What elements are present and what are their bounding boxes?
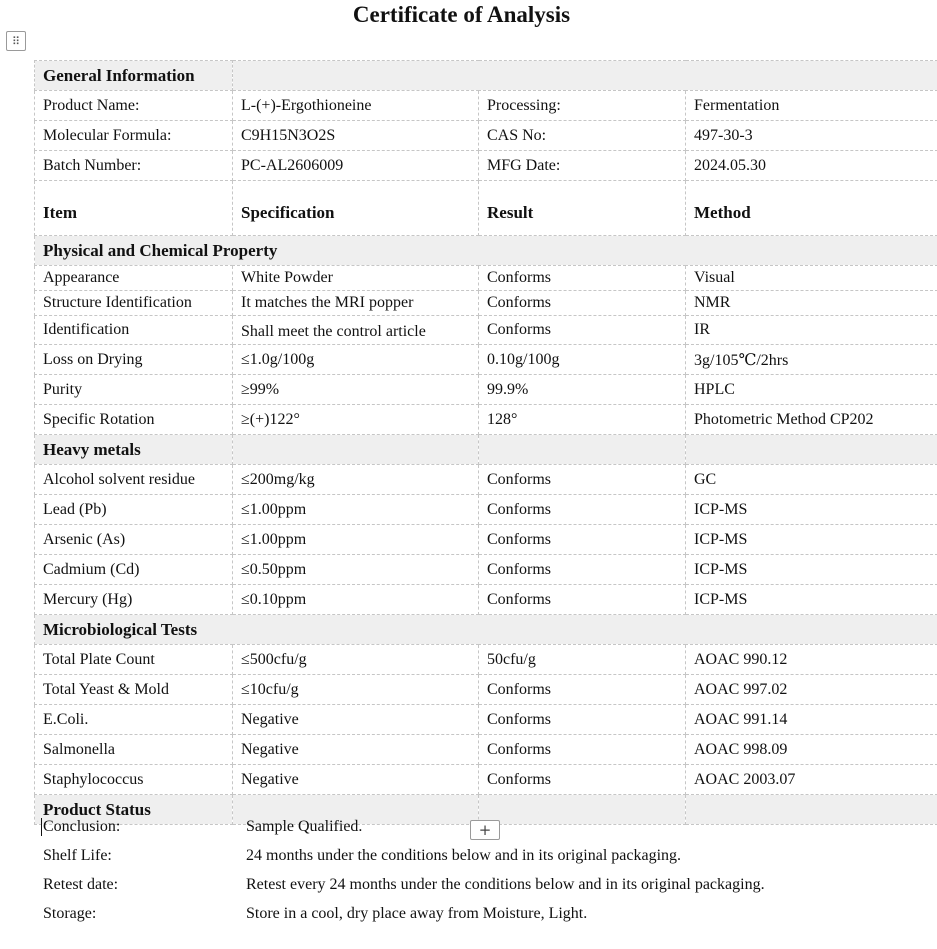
cell-method: ICP-MS — [686, 525, 937, 555]
cell-method: HPLC — [686, 375, 937, 405]
column-header-item: Item — [35, 181, 233, 236]
cell-result: 0.10g/100g — [479, 345, 686, 375]
cell-spec: Negative — [233, 765, 479, 795]
status-label: Storage: — [43, 905, 97, 922]
cell-result: Conforms — [479, 675, 686, 705]
table-row — [35, 705, 937, 735]
section-row-micro — [35, 615, 937, 645]
cell-spec: ≤10cfu/g — [233, 675, 479, 705]
cell-method: ICP-MS — [686, 555, 937, 585]
table-row — [35, 735, 937, 765]
table-row — [35, 465, 937, 495]
status-label: Conclusion: — [43, 818, 121, 835]
cell-method: IR — [686, 316, 937, 345]
section-filler — [233, 435, 479, 465]
cell-item: Specific Rotation — [35, 405, 233, 435]
cell-item: Total Plate Count — [35, 645, 233, 675]
cell-method: NMR — [686, 291, 937, 316]
section-filler — [686, 435, 937, 465]
table-row — [35, 495, 937, 525]
general-row — [35, 91, 937, 121]
status-label: Retest date: — [43, 876, 119, 893]
general-label: Product Name: — [35, 91, 233, 121]
cell-method: ICP-MS — [686, 585, 937, 615]
cell-item: Alcohol solvent residue — [35, 465, 233, 495]
cell-item: E.Coli. — [35, 705, 233, 735]
cell-method: AOAC 990.12 — [686, 645, 937, 675]
cell-item: Mercury (Hg) — [35, 585, 233, 615]
cell-method: ICP-MS — [686, 495, 937, 525]
cell-item: Salmonella — [35, 735, 233, 765]
cell-result: Conforms — [479, 525, 686, 555]
cell-spec: ≤1.0g/100g — [233, 345, 479, 375]
section-title-heavy-metals: Heavy metals — [35, 435, 233, 465]
cell-method: GC — [686, 465, 937, 495]
cell-item: Total Yeast & Mold — [35, 675, 233, 705]
section-row-heavy-metals — [35, 435, 937, 465]
cell-method: Visual — [686, 266, 937, 291]
cell-result: Conforms — [479, 266, 686, 291]
section-filler — [233, 61, 937, 91]
general-value: 2024.05.30 — [686, 151, 937, 181]
general-value: C9H15N3O2S — [233, 121, 479, 151]
cell-result: 99.9% — [479, 375, 686, 405]
general-label: CAS No: — [479, 121, 686, 151]
cell-method: AOAC 998.09 — [686, 735, 937, 765]
general-row — [35, 151, 937, 181]
cell-result: Conforms — [479, 465, 686, 495]
table-row — [35, 375, 937, 405]
column-header-result: Result — [479, 181, 686, 236]
cell-result: Conforms — [479, 495, 686, 525]
cell-result: Conforms — [479, 735, 686, 765]
cell-result: Conforms — [479, 291, 686, 316]
general-label: MFG Date: — [479, 151, 686, 181]
status-value: Store in a cool, dry place away from Moisture, Light. — [246, 905, 588, 922]
text-cursor — [41, 818, 42, 836]
cell-spec: Shall meet the control article — [233, 316, 479, 345]
status-value: Sample Qualified. — [246, 818, 363, 835]
cell-spec: White Powder — [233, 266, 479, 291]
status-row — [34, 901, 937, 930]
cell-item: Staphylococcus — [35, 765, 233, 795]
cell-result: 128° — [479, 405, 686, 435]
table-row — [35, 405, 937, 435]
coa-table — [34, 60, 937, 825]
table-row — [35, 291, 937, 316]
cell-item: Structure Identification — [35, 291, 233, 316]
cell-spec: ≤1.00ppm — [233, 495, 479, 525]
cell-result: Conforms — [479, 765, 686, 795]
table-row — [35, 555, 937, 585]
table-row — [35, 675, 937, 705]
status-value: 24 months under the conditions below and in its original packaging. — [246, 847, 682, 864]
general-value: PC-AL2606009 — [233, 151, 479, 181]
general-label: Molecular Formula: — [35, 121, 233, 151]
general-label: Processing: — [479, 91, 686, 121]
cell-item: Lead (Pb) — [35, 495, 233, 525]
section-title-physical: Physical and Chemical Property — [35, 236, 937, 266]
cell-spec: ≤1.00ppm — [233, 525, 479, 555]
section-title-general: General Information — [35, 61, 233, 91]
table-row — [35, 525, 937, 555]
table-row — [35, 345, 937, 375]
status-label: Shelf Life: — [43, 847, 112, 864]
cell-item: Purity — [35, 375, 233, 405]
section-title-micro: Microbiological Tests — [35, 615, 937, 645]
cell-item: Cadmium (Cd) — [35, 555, 233, 585]
plus-icon[interactable]: + — [470, 820, 500, 840]
cell-spec: Negative — [233, 705, 479, 735]
general-value: L-(+)-Ergothioneine — [233, 91, 479, 121]
drag-handle-icon[interactable]: ⠿ — [6, 31, 26, 51]
document-title: Certificate of Analysis — [352, 2, 571, 27]
section-row-physical — [35, 236, 937, 266]
cell-result: 50cfu/g — [479, 645, 686, 675]
status-row — [34, 843, 937, 872]
cell-result: Conforms — [479, 705, 686, 735]
cell-result: Conforms — [479, 585, 686, 615]
table-row — [35, 316, 937, 345]
cell-spec: ≥(+)122° — [233, 405, 479, 435]
general-value: 497-30-3 — [686, 121, 937, 151]
table-row — [35, 765, 937, 795]
cell-item: Appearance — [35, 266, 233, 291]
column-header-row — [35, 181, 937, 236]
column-header-specification: Specification — [233, 181, 479, 236]
cell-spec: ≤0.50ppm — [233, 555, 479, 585]
cell-spec: ≤0.10ppm — [233, 585, 479, 615]
section-row-general — [35, 61, 937, 91]
general-row — [35, 121, 937, 151]
cell-method: 3g/105℃/2hrs — [686, 345, 937, 375]
table-row — [35, 645, 937, 675]
cell-method: Photometric Method CP202 — [686, 405, 937, 435]
cell-spec: ≤200mg/kg — [233, 465, 479, 495]
general-label: Batch Number: — [35, 151, 233, 181]
cell-spec: Negative — [233, 735, 479, 765]
cell-method: AOAC 2003.07 — [686, 765, 937, 795]
general-value: Fermentation — [686, 91, 937, 121]
cell-result: Conforms — [479, 555, 686, 585]
column-header-method: Method — [686, 181, 937, 236]
cell-spec: It matches the MRI popper — [233, 291, 479, 316]
cell-method: AOAC 991.14 — [686, 705, 937, 735]
status-value: Retest every 24 months under the conditions below and in its original packaging. — [246, 876, 765, 893]
table-row — [35, 585, 937, 615]
section-title-status: Product Status — [35, 795, 233, 825]
cell-spec: ≤500cfu/g — [233, 645, 479, 675]
cell-result: Conforms — [479, 316, 686, 345]
cell-item: Loss on Drying — [35, 345, 233, 375]
section-filler — [479, 435, 686, 465]
cell-method: AOAC 997.02 — [686, 675, 937, 705]
status-row — [34, 872, 937, 901]
cell-item: Arsenic (As) — [35, 525, 233, 555]
cell-spec: ≥99% — [233, 375, 479, 405]
cell-item: Identification — [35, 316, 233, 345]
table-row — [35, 266, 937, 291]
